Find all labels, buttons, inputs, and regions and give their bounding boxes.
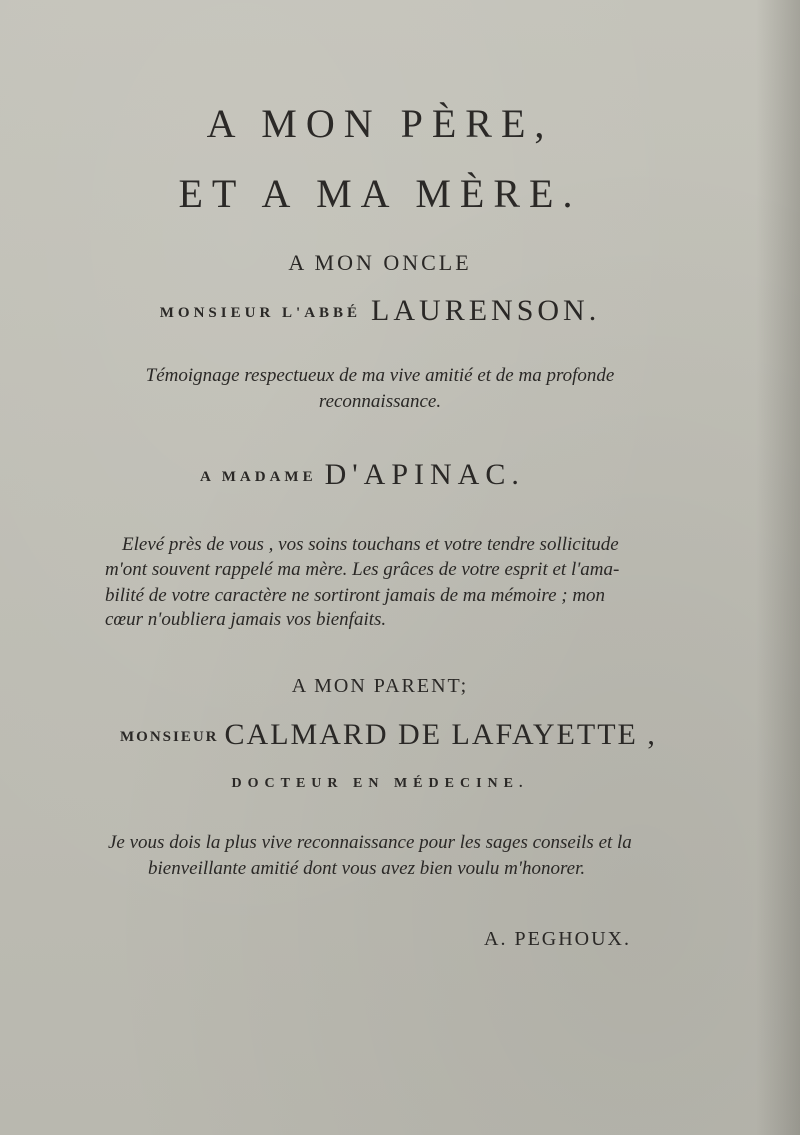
madame-text-line-1: Elevé près de vous , vos soins touchans et votre tendre sollicitude: [122, 534, 619, 555]
uncle-name-line: [0, 294, 760, 328]
dedication-father: A MON PÈRE,: [206, 101, 554, 146]
uncle-prefix: MONSIEUR L'ABBÉ: [159, 305, 362, 321]
madame-name-line: [200, 458, 600, 492]
signature: A. PEGHOUX.: [484, 928, 631, 950]
uncle-heading: A MON ONCLE: [288, 250, 472, 275]
parent-heading: A MON PARENT;: [291, 675, 469, 697]
page-edge-shadow: [756, 0, 800, 1135]
parent-text-line-1: Je vous dois la plus vive reconnaissance pour les sages conseils et la: [108, 832, 632, 853]
uncle-name: LAURENSON.: [371, 294, 601, 327]
madame-prefix: A MADAME: [200, 469, 317, 485]
dedication-mother: ET A MA MÈRE.: [178, 171, 582, 216]
parent-prefix: MONSIEUR: [120, 729, 219, 745]
madame-name: D'APINAC.: [324, 458, 525, 491]
parent-name: CALMARD DE LAFAYETTE ,: [224, 718, 657, 751]
madame-text-line-2: m'ont souvent rappelé ma mère. Les grâces de votre esprit et l'ama-: [105, 559, 620, 580]
parent-title: DOCTEUR EN MÉDECINE.: [231, 776, 529, 791]
parent-text-line-2: bienveillante amitié dont vous avez bien voulu m'honorer.: [148, 858, 586, 879]
madame-text-line-3: bilité de votre caractère ne sortiront jamais de ma mémoire ; mon: [105, 585, 606, 606]
madame-text-line-4: cœur n'oubliera jamais vos bienfaits.: [105, 609, 387, 630]
uncle-text-line-1: Témoignage respectueux de ma vive amitié et de ma profonde: [145, 365, 615, 386]
uncle-text-line-2: reconnaissance.: [318, 391, 442, 412]
parent-name-line: [120, 718, 680, 752]
